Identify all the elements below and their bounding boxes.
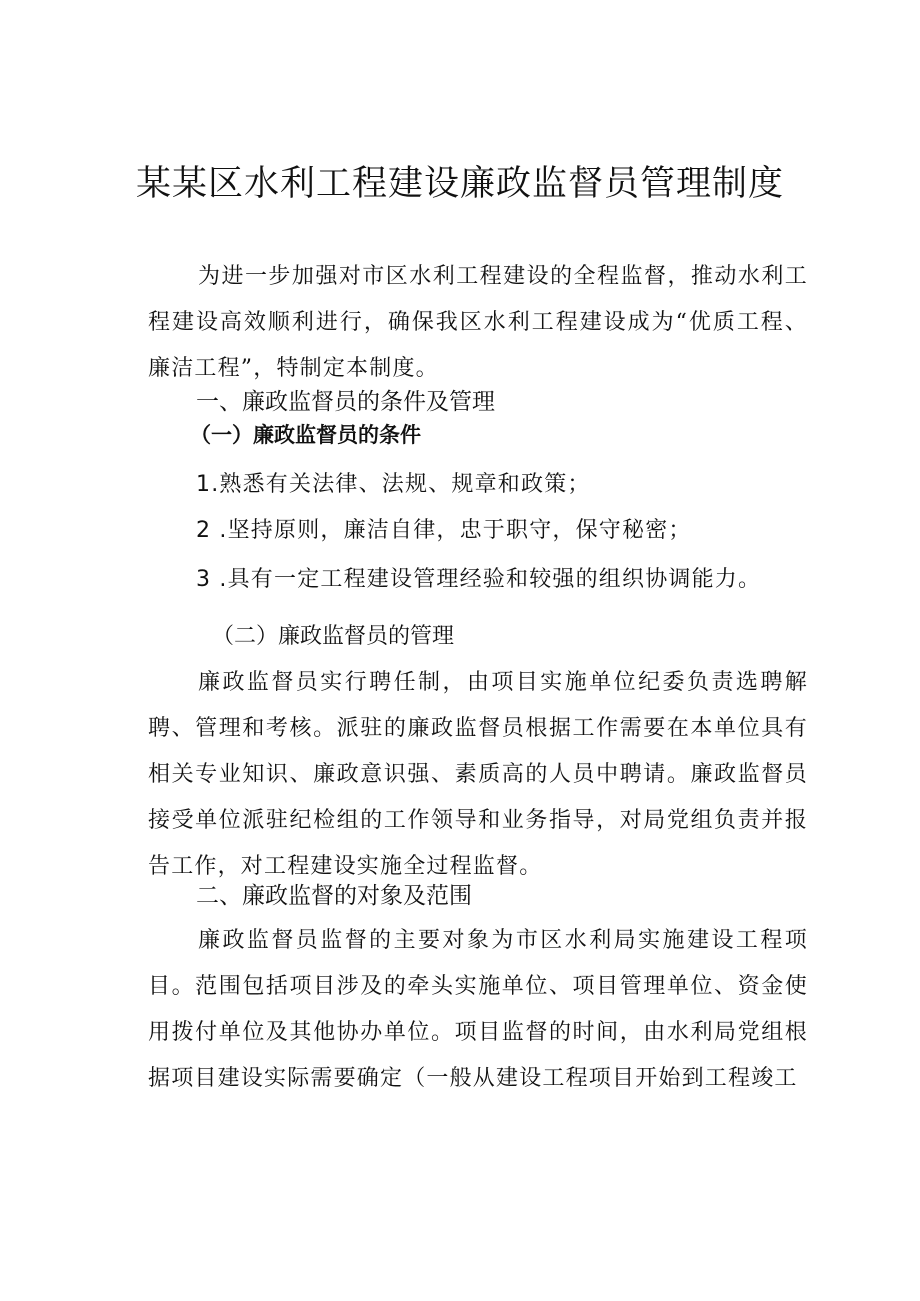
list-item	[196, 564, 761, 596]
section1-heading: 一、廉政监督员的条件及管理	[196, 389, 495, 415]
intro-paragraph: 为进一步加强对市区水利工程建设的全程监督，推动水利工程建设高效顺利进行，确保我区水利工程建设成为“优质工程、廉洁工程”，特制定本制度。	[148, 264, 808, 381]
section1-sub2-heading: （二）廉政监督员的管理	[212, 624, 455, 649]
list-item-number: 1.	[196, 472, 220, 497]
section2-heading: 二、廉政监督的对象及范围	[196, 883, 472, 909]
section1-sub1-heading: （一）廉政监督员的条件	[190, 423, 421, 447]
list-item	[196, 515, 692, 547]
list-item-text: 熟悉有关法律、法规、规章和政策；	[219, 472, 591, 497]
list-item-text: 具有一定工程建设管理经验和较强的组织协调能力。	[227, 567, 762, 592]
list-item	[196, 469, 591, 501]
section2-paragraph: 廉政监督员监督的主要对象为市区水利局实施建设工程项目。范围包括项目涉及的牵头实施单位、项目管理单位、资金使用拨付单位及其他协办单位。项目监督的时间，由水利局党组根据项目建设实际需要确定（一般从建设工程项目开始到工程竣工	[148, 928, 808, 1091]
list-item-text: 坚持原则，廉洁自律，忠于职守，保守秘密；	[227, 518, 692, 543]
section1-sub2-paragraph: 廉政监督员实行聘任制，由项目实施单位纪委负责选聘解聘、管理和考核。派驻的廉政监督员根据工作需要在本单位具有相关专业知识、廉政意识强、素质高的人员中聘请。廉政监督员接受单位派驻纪检组的工作领导和业务指导，对局党组负责并报告工作，对工程建设实施全过程监督。	[148, 670, 808, 879]
list-item-number: 2 .	[196, 518, 228, 543]
list-item-number: 3 .	[196, 567, 228, 592]
document-title: 某某区水利工程建设廉政监督员管理制度	[135, 164, 784, 204]
